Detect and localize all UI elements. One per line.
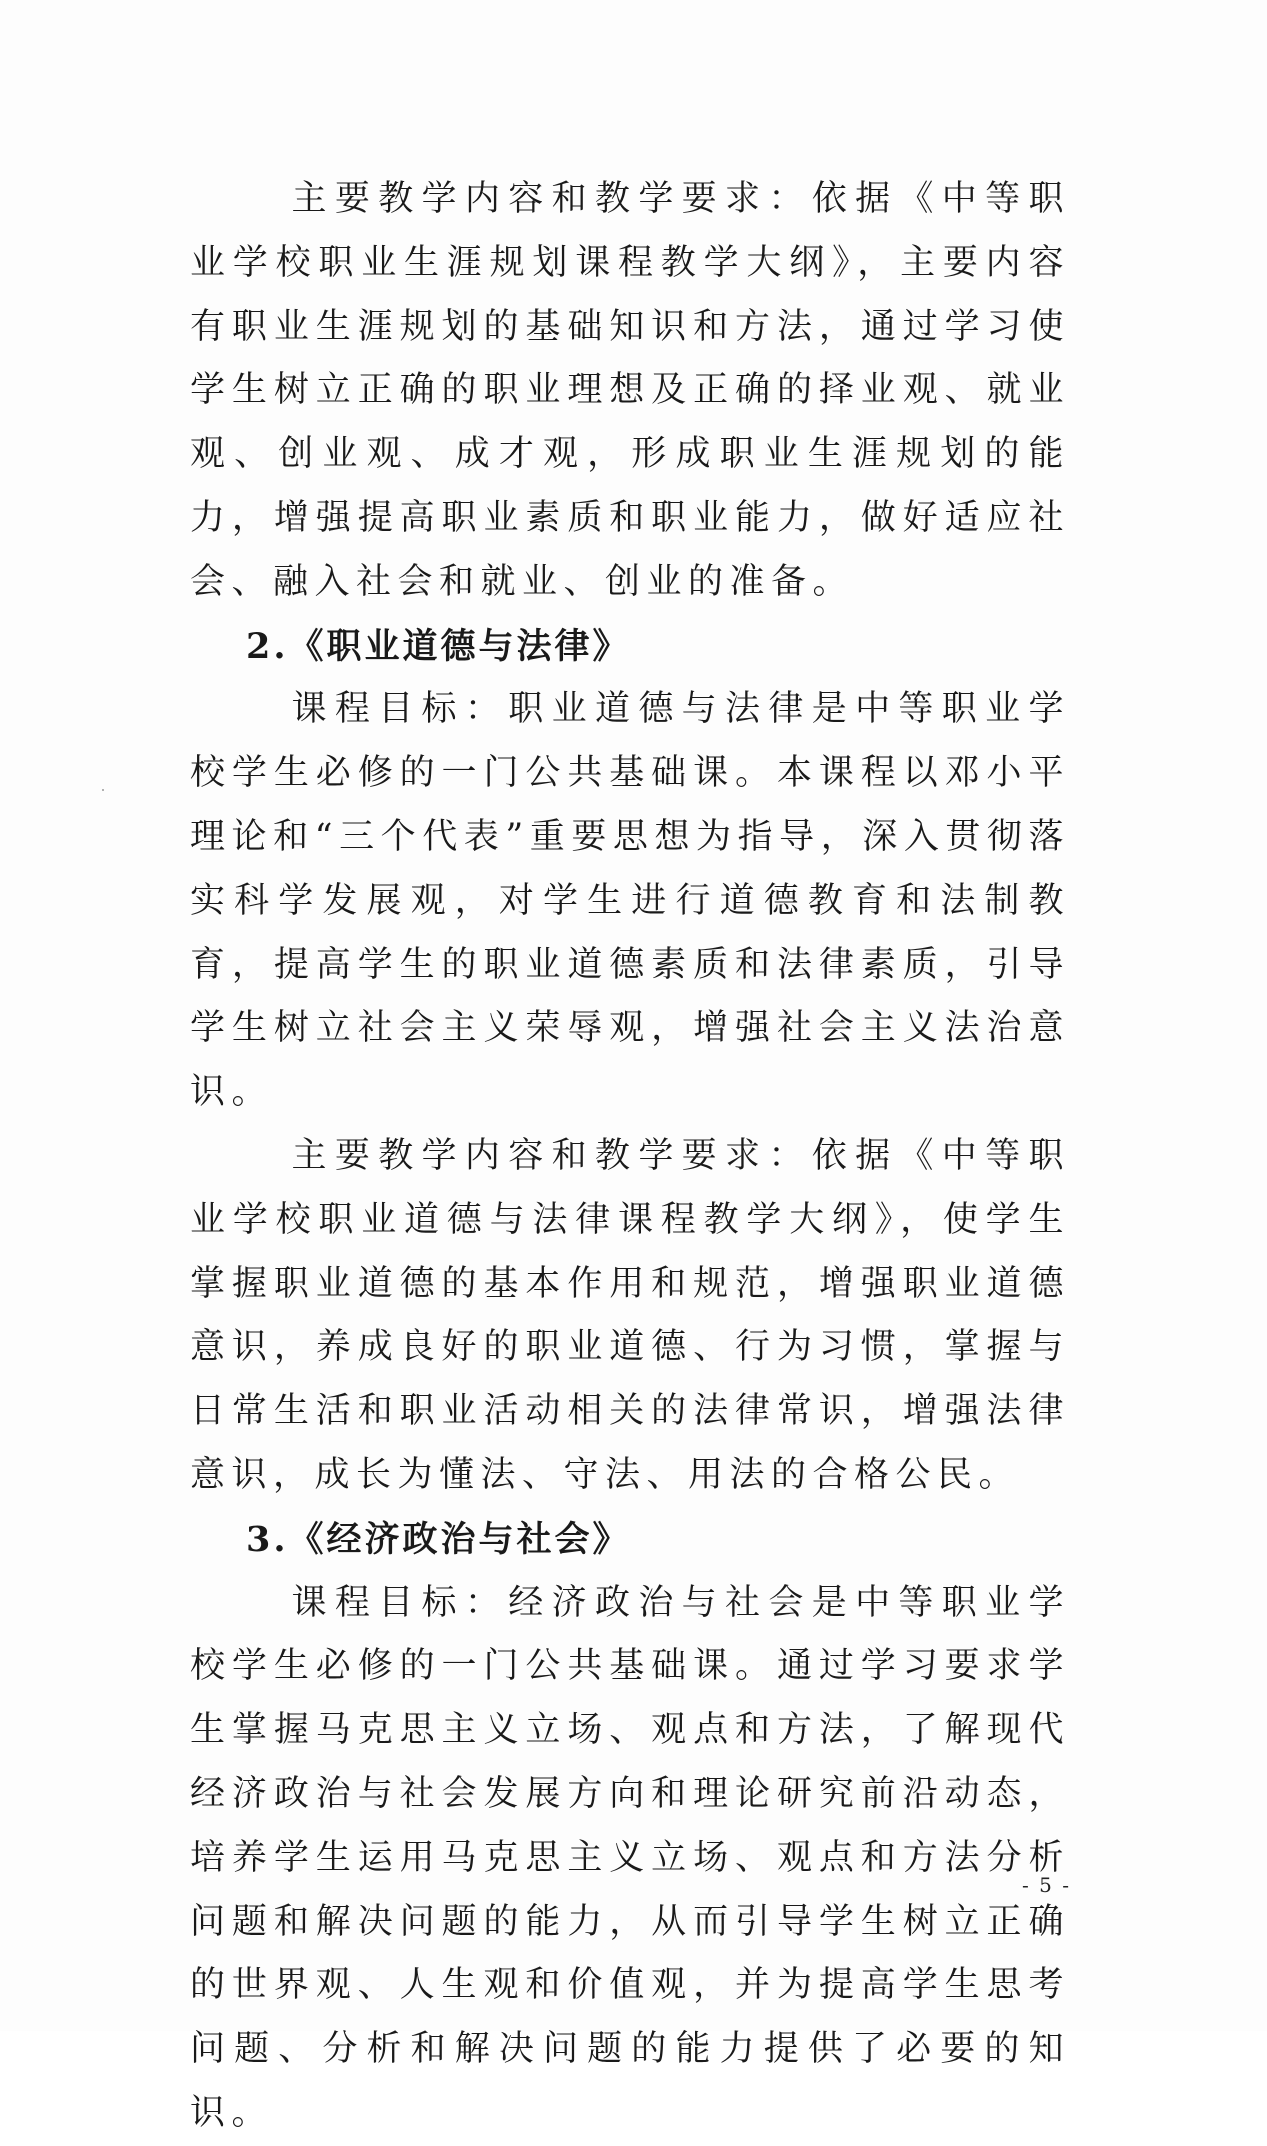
paragraph-teaching-content-ethics-and-law: 主要教学内容和教学要求：依据《中等职业学校职业道德与法律课程教学大纲》，使学生掌握职业道德的基本作用和规范，增强职业道德意识，养成良好的职业道德、行为习惯，掌握与日常生活和职业活动相关的法律常识，增强法律意识，成长为懂法、守法、用法的合格公民。 bbox=[190, 1135, 1070, 1495]
paragraph-teaching-content-career-planning: 主要教学内容和教学要求：依据《中等职业学校职业生涯规划课程教学大纲》，主要内容有职业生涯规划的基础知识和方法，通过学习使学生树立正确的职业理想及正确的择业观、就业观、创业观、成才观，形成职业生涯规划的能力，增强提高职业素质和职业能力，做好适应社会、融入社会和就业、创业的准备。 bbox=[190, 179, 1070, 602]
paragraph-course-goal-economics-politics-society: 课程目标：经济政治与社会是中等职业学校学生必修的一门公共基础课。通过学习要求学生掌握马克思主义立场、观点和方法，了解现代经济政治与社会发展方向和理论研究前沿动态，培养学生运用马克思主义立场、观点和方法分析问题和解决问题的能力，从而引导学生树立正确的世界观、人生观和价值观，并为提高学生思考问题、分析和解决问题的能力提供了必要的知识。 bbox=[190, 1582, 1070, 2133]
page-number: - 5 - bbox=[1022, 1873, 1071, 1897]
scan-speck bbox=[102, 789, 104, 791]
document-body bbox=[190, 168, 1070, 2146]
section-heading-ethics-and-law: 2.《职业道德与法律》 bbox=[246, 625, 631, 667]
section-heading-economics-politics-society: 3.《经济政治与社会》 bbox=[246, 1518, 631, 1560]
paragraph-course-goal-ethics-and-law: 课程目标：职业道德与法律是中等职业学校学生必修的一门公共基础课。本课程以邓小平理论和“三个代表”重要思想为指导，深入贯彻落实科学发展观，对学生进行道德教育和法制教育，提高学生的职业道德素质和法律素质，引导学生树立社会主义荣辱观，增强社会主义法治意识。 bbox=[190, 689, 1070, 1113]
